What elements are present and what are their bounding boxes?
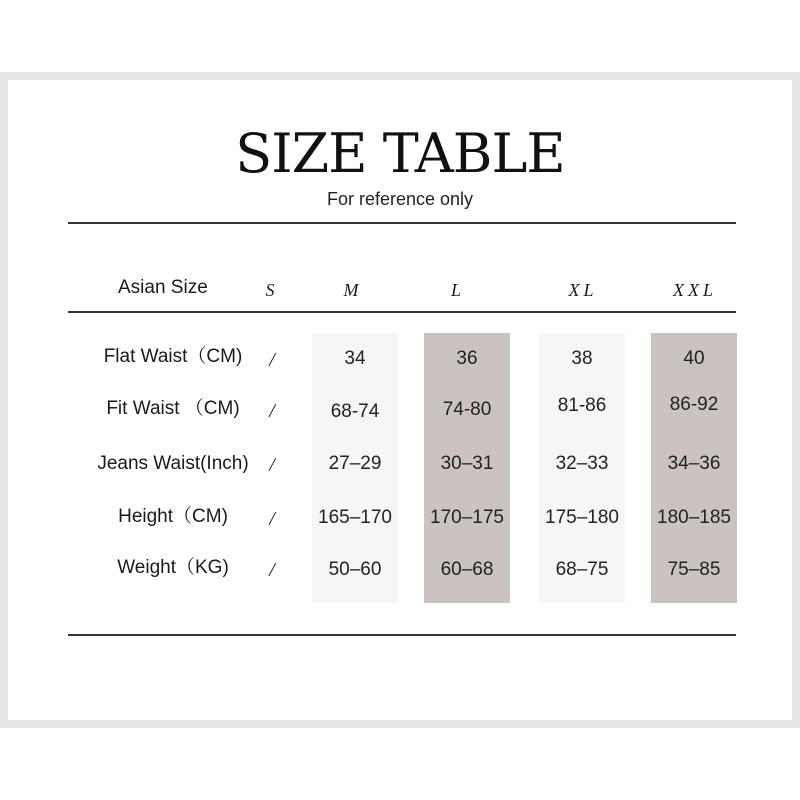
cell-jeans-waist-xl: 32–33 <box>555 453 609 474</box>
row-label-fit-waist: Fit Waist （CM) <box>106 398 240 419</box>
bottom-divider <box>68 634 736 636</box>
cell-jeans-waist-xxl: 34–36 <box>667 453 721 474</box>
cell-weight-m: 50–60 <box>328 559 382 580</box>
row-slash: / <box>269 454 275 476</box>
cell-fit-waist-l: 74-80 <box>442 399 492 420</box>
cell-fit-waist-xl: 81-86 <box>557 395 607 416</box>
cell-height-xxl: 180–185 <box>657 507 731 528</box>
row-label-jeans-waist: Jeans Waist(Inch) <box>97 453 249 474</box>
cell-height-m: 165–170 <box>318 507 392 528</box>
cell-flat-waist-m: 34 <box>344 348 366 369</box>
cell-height-l: 170–175 <box>430 507 504 528</box>
cell-weight-xl: 68–75 <box>555 559 609 580</box>
row-slash: / <box>269 349 275 371</box>
cell-weight-xxl: 75–85 <box>667 559 721 580</box>
row-label-height: Height（CM) <box>118 506 228 527</box>
header-size-xxl: XXL <box>672 280 717 300</box>
cell-flat-waist-l: 36 <box>456 348 478 369</box>
header-size-m: M <box>343 280 363 300</box>
cell-flat-waist-xxl: 40 <box>683 348 705 369</box>
header-label: Asian Size <box>118 277 208 298</box>
top-divider <box>68 222 736 224</box>
header-size-xl: XL <box>568 280 598 300</box>
row-slash: / <box>269 400 275 422</box>
row-label-flat-waist: Flat Waist（CM) <box>103 346 243 367</box>
cell-jeans-waist-m: 27–29 <box>328 453 382 474</box>
cell-jeans-waist-l: 30–31 <box>440 453 494 474</box>
header-size-s: S <box>265 280 279 300</box>
page-subtitle: For reference only <box>326 189 474 209</box>
row-slash: / <box>269 559 275 581</box>
header-size-l: L <box>450 280 465 300</box>
page-title: SIZE TABLE <box>235 122 565 185</box>
cell-fit-waist-m: 68-74 <box>330 401 380 422</box>
cell-fit-waist-xxl: 86-92 <box>669 394 719 415</box>
row-label-weight: Weight（KG) <box>117 557 229 578</box>
cell-flat-waist-xl: 38 <box>571 348 593 369</box>
cell-height-xl: 175–180 <box>545 507 619 528</box>
cell-weight-l: 60–68 <box>440 559 494 580</box>
row-slash: / <box>269 508 275 530</box>
header-divider <box>68 311 736 313</box>
